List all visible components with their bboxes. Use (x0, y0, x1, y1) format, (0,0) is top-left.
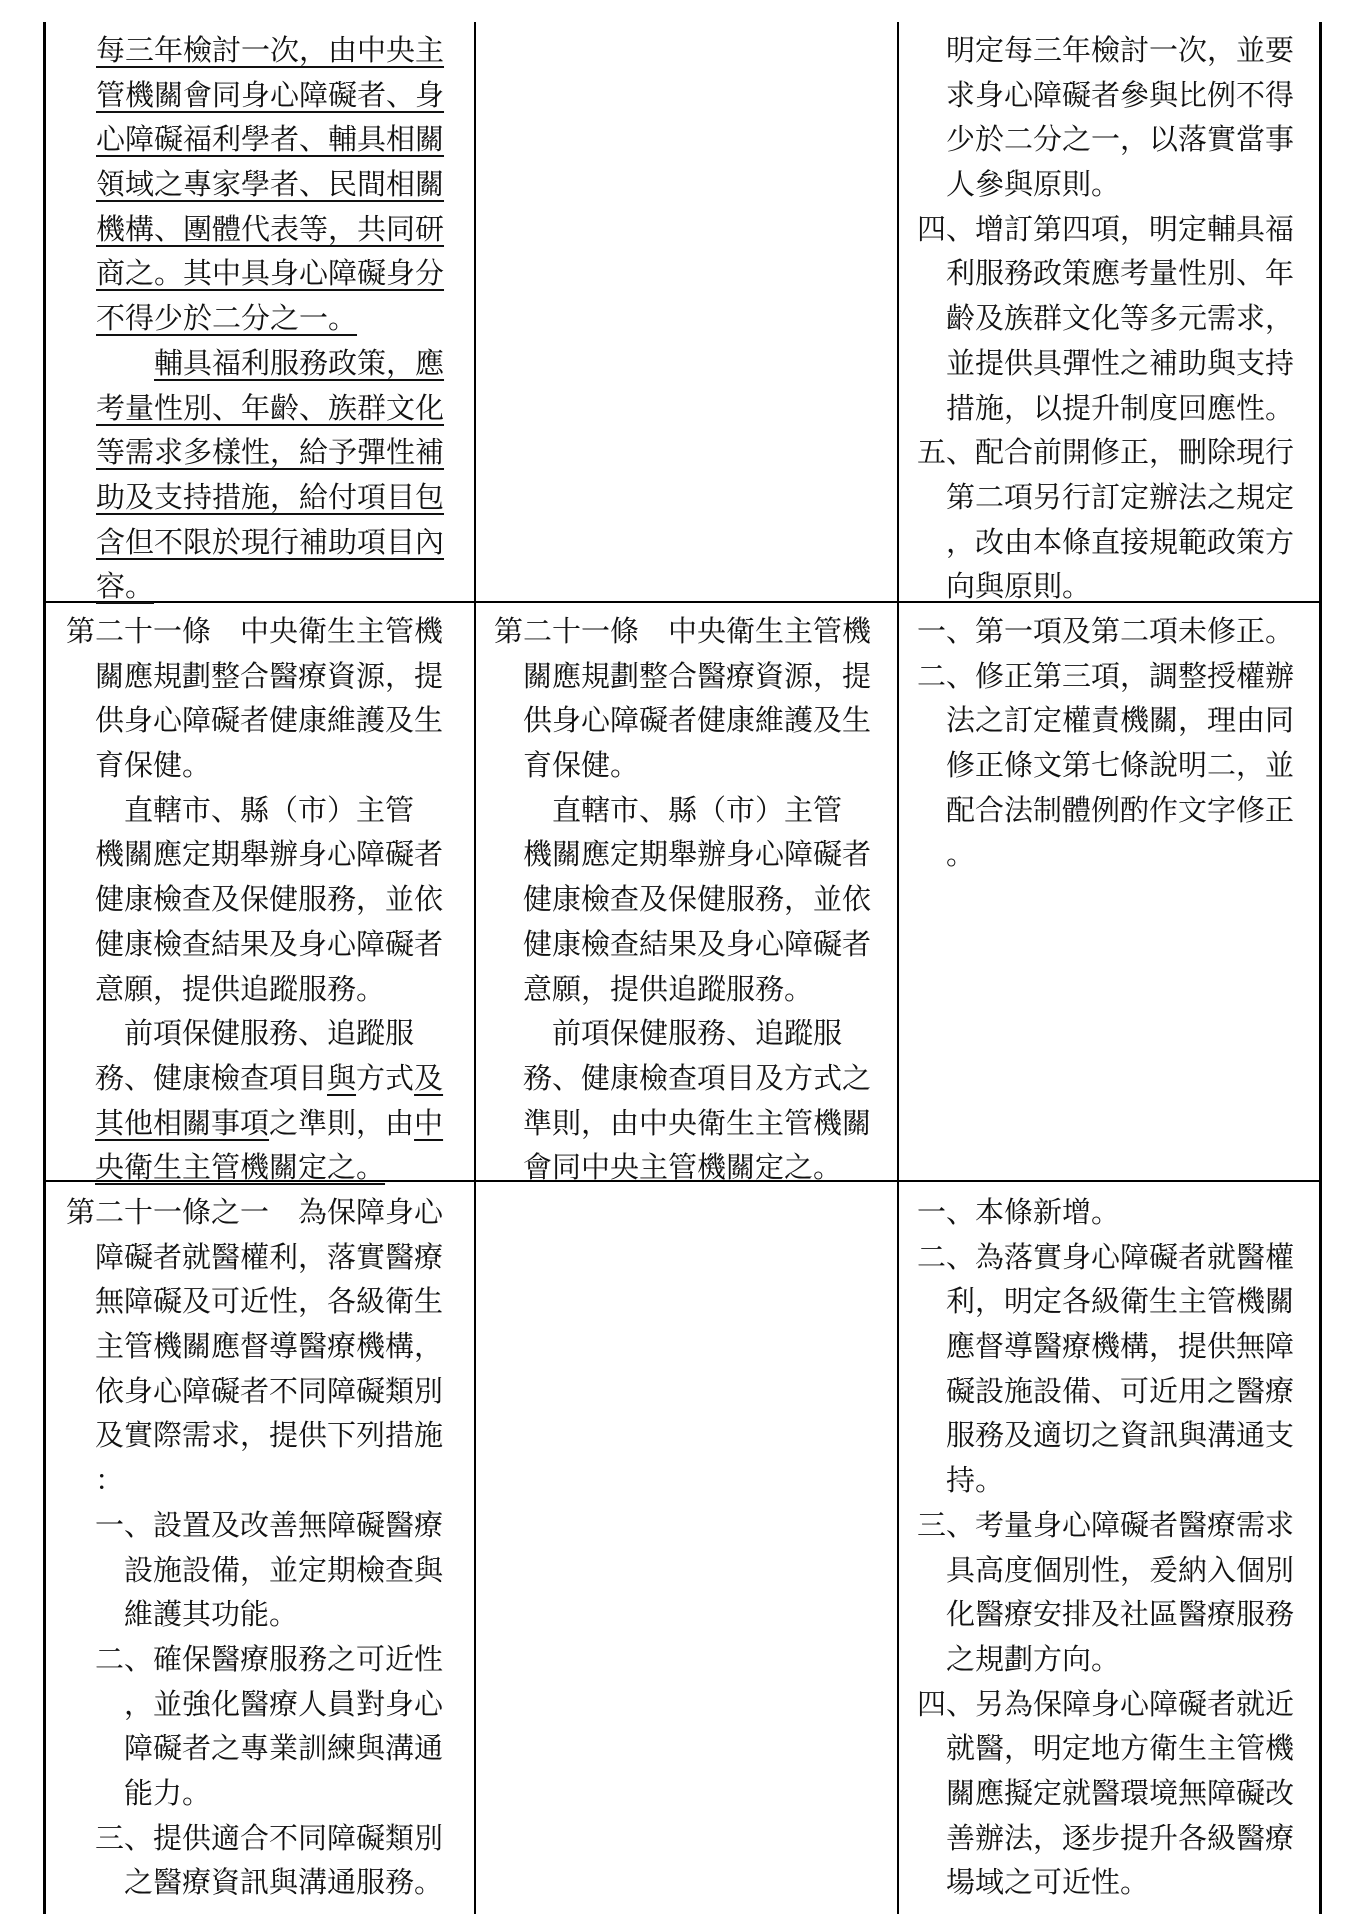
text-span: 主管機關應督導醫療機構， (66, 1329, 444, 1364)
note-text-line: 人參與原則。 (917, 167, 1121, 202)
note-text-line: 一、第一項及第二項未修正。 (917, 614, 1295, 648)
row2-current-cell (494, 609, 889, 1190)
note-text-line: 關應擬定就醫環境無障礙改 (917, 1775, 1295, 1810)
text-span: 考量性別、年齡、族群文化 (96, 390, 445, 425)
proposed-text-line (66, 1369, 468, 1414)
text-span: 供身心障礙者健康維護及生 (66, 703, 444, 738)
text-span (66, 1106, 95, 1140)
note-text-line: 場域之可近性。 (917, 1865, 1150, 1900)
note-text-line: 服務及適切之資訊與溝通支 (917, 1418, 1295, 1453)
note-text-line: 四、增訂第四項，明定輔具福 (917, 211, 1295, 246)
text-span: 意願，提供追蹤服務。 (66, 971, 386, 1006)
text-span: ： (66, 1463, 125, 1498)
note-text-line: 二、修正第三項，調整授權辦 (917, 658, 1295, 693)
row3-proposed-cell (66, 1190, 468, 1905)
proposed-text-line (96, 207, 468, 252)
text-span: 管機關會同身心障礙者、身 (96, 77, 445, 112)
proposed-text-line (66, 1771, 468, 1816)
text-span: 直轄市、縣（市）主管 (66, 792, 415, 827)
note-text-line: 持。 (917, 1463, 1005, 1498)
text-span: 心障礙福利學者、輔具相關 (96, 122, 445, 157)
proposed-text-line (66, 1816, 468, 1861)
current-text-line: 前項保健服務、追蹤服 (494, 1016, 843, 1051)
text-span (66, 1150, 95, 1184)
text-span: 與 (327, 1060, 357, 1095)
text-span: 育保健。 (66, 748, 212, 783)
text-span: 之醫療資訊與溝通服務。 (66, 1865, 444, 1900)
proposed-text-line (66, 1458, 468, 1503)
note-text-line: 配合法制體例酌作文字修正 (917, 792, 1295, 827)
note-text-line: ，改由本條直接規範政策方 (917, 524, 1295, 559)
current-text-line: 直轄市、縣（市）主管 (494, 792, 843, 827)
current-text-line: 第二十一條 中央衛生主管機 (494, 614, 872, 648)
text-span: 第二十一條之一 為保障身心 (66, 1195, 444, 1229)
note-text-line: 之規劃方向。 (917, 1641, 1121, 1676)
proposed-text-line (66, 1860, 468, 1905)
note-text-line: 利，明定各級衛生主管機關 (917, 1284, 1295, 1319)
proposed-text-line (96, 296, 468, 341)
proposed-text-line (96, 520, 468, 565)
note-text-line: 少於二分之一，以落實當事 (917, 122, 1295, 157)
proposed-text-line (66, 1235, 468, 1280)
row1-notes-text (917, 28, 1312, 609)
note-text-line: 利服務政策應考量性別、年 (917, 256, 1295, 291)
text-span: 容。 (96, 569, 155, 604)
proposed-text-line (66, 654, 468, 699)
proposed-text-line (66, 1145, 468, 1190)
note-text-line: 向與原則。 (917, 569, 1092, 604)
current-text-line: 準則，由中央衛生主管機關 (494, 1105, 872, 1140)
proposed-text-line (66, 609, 468, 654)
text-span: 障礙者就醫權利，落實醫療 (66, 1239, 444, 1274)
text-span: 三、提供適合不同障礙類別 (66, 1820, 444, 1855)
proposed-text-line (66, 967, 468, 1012)
note-text-line: 並提供具彈性之補助與支持 (917, 345, 1295, 380)
row1-notes-cell (917, 28, 1312, 609)
note-text-line: 明定每三年檢討一次，並要 (917, 33, 1295, 67)
note-text-line: 第二項另行訂定辦法之規定 (917, 479, 1295, 514)
text-span: 含但不限於現行補助項目內 (96, 524, 445, 559)
current-text-line: 健康檢查結果及身心障礙者 (494, 926, 872, 961)
note-text-line: 求身心障礙者參與比例不得 (917, 77, 1295, 112)
text-span: ，並強化醫療人員對身心 (66, 1686, 444, 1721)
table-border-left (43, 22, 46, 1914)
proposed-text-line (66, 1413, 468, 1458)
proposed-text-line (96, 386, 468, 431)
row2-proposed-cell (66, 609, 468, 1190)
text-span: 及 (414, 1060, 444, 1095)
proposed-text-line (66, 743, 468, 788)
row2-notes-cell (917, 609, 1312, 877)
proposed-text-line (66, 1548, 468, 1593)
row3-notes-cell (917, 1190, 1312, 1905)
text-span: 能力。 (66, 1775, 212, 1810)
text-span: 輔具福利服務政策，應 (154, 345, 445, 380)
current-text-line: 機關應定期舉辦身心障礙者 (494, 837, 872, 872)
proposed-text-line (96, 341, 468, 386)
proposed-text-line (66, 698, 468, 743)
proposed-text-line (66, 1101, 468, 1146)
current-text-line: 務、健康檢查項目及方式之 (494, 1060, 872, 1095)
text-span: 一、設置及改善無障礙醫療 (66, 1507, 444, 1542)
note-text-line: 措施，以提升制度回應性。 (917, 390, 1295, 425)
row2-proposed-text (66, 609, 468, 1190)
text-span: 等需求多樣性，給予彈性補 (96, 435, 445, 470)
note-text-line: 四、另為保障身心障礙者就近 (917, 1686, 1295, 1721)
text-span: 機關應定期舉辦身心障礙者 (66, 837, 444, 872)
current-text-line: 意願，提供追蹤服務。 (494, 971, 814, 1006)
note-text-line: 法之訂定權責機關，理由同 (917, 703, 1295, 738)
text-span: 關應規劃整合醫療資源，提 (66, 658, 444, 693)
text-span: 第二十一條 中央衛生主管機 (66, 614, 444, 648)
column-divider-1 (474, 22, 476, 1914)
text-span: 之準則，由 (269, 1105, 415, 1140)
note-text-line: 二、為落實身心障礙者就醫權 (917, 1239, 1295, 1274)
text-span (96, 346, 154, 380)
proposed-text-line (96, 430, 468, 475)
note-text-line: 就醫，明定地方衛生主管機 (917, 1731, 1295, 1766)
table-border-right (1319, 22, 1322, 1914)
proposed-text-line (66, 1324, 468, 1369)
text-span: 每三年檢討一次，由中央主 (96, 33, 445, 67)
text-span: 維護其功能。 (66, 1597, 299, 1632)
text-span: 依身心障礙者不同障礙類別 (66, 1373, 444, 1408)
proposed-text-line (96, 564, 468, 609)
text-span: 務、健康檢查項目 (66, 1060, 328, 1095)
note-text-line: 五、配合前開修正，刪除現行 (917, 435, 1295, 470)
proposed-text-line (66, 877, 468, 922)
note-text-line: 齡及族群文化等多元需求， (917, 301, 1295, 336)
proposed-text-line (96, 162, 468, 207)
row2-notes-text (917, 609, 1312, 877)
proposed-text-line (66, 1056, 468, 1101)
note-text-line: 修正條文第七條說明二，並 (917, 748, 1295, 783)
proposed-text-line (66, 1637, 468, 1682)
current-text-line: 會同中央主管機關定之。 (494, 1150, 843, 1185)
text-span: 央衛生主管機關定之。 (95, 1150, 386, 1185)
text-span: 中 (414, 1105, 444, 1140)
proposed-text-line (66, 1503, 468, 1548)
note-text-line: 具高度個別性，爰納入個別 (917, 1552, 1295, 1587)
text-span: 機構、團體代表等，共同研 (96, 211, 445, 246)
proposed-text-line (96, 475, 468, 520)
row3-notes-text (917, 1190, 1312, 1905)
note-text-line: 一、本條新增。 (917, 1195, 1121, 1229)
text-span: 及實際需求，提供下列措施 (66, 1418, 444, 1453)
note-text-line: 善辦法，逐步提升各級醫療 (917, 1820, 1295, 1855)
proposed-text-line (96, 251, 468, 296)
current-text-line: 育保健。 (494, 748, 640, 783)
text-span: 助及支持措施，給付項目包 (96, 479, 445, 514)
row1-proposed-cell (96, 28, 468, 609)
proposed-text-line (96, 73, 468, 118)
proposed-text-line (66, 1279, 468, 1324)
text-span: 設施設備，並定期檢查與 (66, 1552, 444, 1587)
proposed-text-line (66, 922, 468, 967)
proposed-text-line (66, 1726, 468, 1771)
text-span: 前項保健服務、追蹤服 (66, 1016, 415, 1051)
note-text-line: 。 (917, 837, 976, 872)
proposed-text-line (66, 1190, 468, 1235)
row2-current-text (494, 609, 889, 1190)
note-text-line: 應督導醫療機構，提供無障 (917, 1329, 1295, 1364)
proposed-text-line (66, 832, 468, 877)
current-text-line: 供身心障礙者健康維護及生 (494, 703, 872, 738)
row1-proposed-text (96, 28, 468, 609)
column-divider-2 (897, 22, 899, 1914)
note-text-line: 礙設施設備、可近用之醫療 (917, 1373, 1295, 1408)
proposed-text-line (96, 117, 468, 162)
text-span: 不得少於二分之一。 (96, 301, 358, 336)
current-text-line: 關應規劃整合醫療資源，提 (494, 658, 872, 693)
text-span: 健康檢查及保健服務，並依 (66, 882, 444, 917)
current-text-line: 健康檢查及保健服務，並依 (494, 882, 872, 917)
text-span: 領域之專家學者、民間相關 (96, 167, 445, 202)
proposed-text-line (66, 788, 468, 833)
text-span: 方式 (356, 1060, 415, 1095)
text-span: 二、確保醫療服務之可近性 (66, 1641, 444, 1676)
text-span: 障礙者之專業訓練與溝通 (66, 1731, 444, 1766)
note-text-line: 化醫療安排及社區醫療服務 (917, 1597, 1295, 1632)
note-text-line: 三、考量身心障礙者醫療需求 (917, 1507, 1295, 1542)
text-span: 其他相關事項 (95, 1105, 270, 1140)
proposed-text-line (96, 28, 468, 73)
row3-proposed-text (66, 1190, 468, 1905)
proposed-text-line (66, 1011, 468, 1056)
proposed-text-line (66, 1682, 468, 1727)
text-span: 健康檢查結果及身心障礙者 (66, 926, 444, 961)
proposed-text-line (66, 1592, 468, 1637)
text-span: 無障礙及可近性，各級衛生 (66, 1284, 444, 1319)
text-span: 商之。其中具身心障礙身分 (96, 256, 445, 291)
